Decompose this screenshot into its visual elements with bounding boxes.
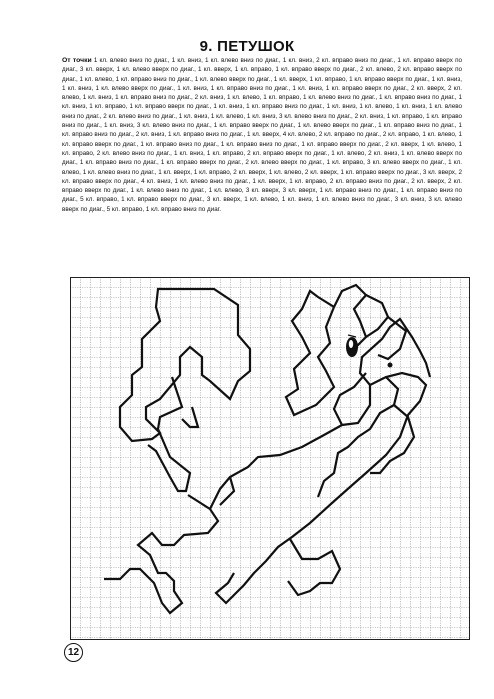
- instructions-text: [62, 56, 462, 214]
- instructions-lead: От точки: [62, 57, 92, 64]
- page-number: 12: [64, 643, 83, 662]
- grid-svg: [70, 277, 470, 640]
- rooster-body: [104, 319, 430, 613]
- start-point: [388, 363, 393, 368]
- rooster-comb: [286, 285, 406, 415]
- grid-lines: [70, 277, 470, 640]
- instructions-body: 1 кл. влево вниз по диаг., 1 кл. вниз, 1 кл. влево вниз по диаг., 1 кл. вниз, 2 кл. вправо вниз по диаг., 1 кл. вправо вверх по диаг., 3 кл. вверх, 1 кл. влево вверх по диаг., 1 кл. вверх, 1 кл. вправо, 1 кл. вправо вверх по диаг., 2 кл. влево, 2 кл. вправо вверх по диаг., 1 кл. влево, 1 кл. вправо вниз по диаг., 1 кл. влево вверх по диаг., 1 кл. вверх, 1 кл. вправо, 1 кл. вправо вверх по диаг., 1 кл. вниз, 1 кл. вниз, 1 кл. влево вверх по диаг., 1 кл. вниз, 1 кл. вправо вниз по диаг., 1 кл. вниз, 1 кл. вправо вверх по диаг., 2 кл. вверх, 2 кл. влево, 1 кл. вниз, 1 кл. вправо вниз по диаг., 2 кл. вниз, 1 кл. влево, 1 кл. вправо, 1 кл. влево вниз по диаг., 1 кл. вправо вниз по диаг., 1 кл. вниз, 1 кл. вправо, 1 кл. вправо вверх по диаг., 1 кл. вниз, 1 кл. вправо вниз по диаг., 1 кл. вниз, 1 кл. влево, 1 кл. вниз, 1 кл. влево вниз по диаг., 2 кл. влево вниз по диаг., 1 кл. вниз, 1 кл. влево, 1 кл. вниз, 3 кл. влево вниз по диаг., 2 кл. вниз, 1 кл. вправо, 1 кл. вправо вниз по диаг., 1 кл. вниз, 3 кл. влево вниз по диаг., 1 кл. вправо вверх по диаг., 1 кл. влево вверх по диаг., 1 кл. вправо вниз по диаг., 1 кл. вправо вниз по диаг., 2 кл. вниз, 1 кл. вправо вниз по диаг., 1 кл. вверх, 4 кл. влево, 2 кл. вправо по диаг., 2 кл. вправо, 1 кл. влево, 1 кл. вправо вверх по диаг., 1 кл. вправо вниз по диаг., 1 кл. вправо вниз по диаг., 1 кл. вправо вверх по диаг., 2 кл. вверх, 1 кл. влево, 1 кл. вправо, 2 кл. влево вниз по диаг., 1 кл. вниз, 1 кл. вправо, 2 кл. вправо вверх по диаг., 1 кл. влево, 2 кл. вниз, 1 кл. влево вверх по диаг., 1 кл. вправо вниз по диаг., 1 кл. вправо вверх по диаг., 2 кл. влево вверх по диаг., 1 кл. вправо, 3 кл. влево вверх по диаг., 1 кл. влево, 1 кл. влево вниз по диаг., 1 кл. вверх, 1 кл. вправо, 2 кл. вверх, 1 кл. влево, 2 кл. вверх, 1 кл. вправо вверх по диаг., 3 кл. вверх, 2 кл. вправо вверх по диаг., 4 кл. вниз, 1 кл. влево вниз по диаг., 1 кл. вверх, 1 кл. вправо, 2 кл. вправо вниз по диаг., 2 кл. вверх, 2 кл. вправо вверх по диаг., 1 кл. влево вниз по диаг., 1 кл. влево, 3 кл. вверх, 3 кл. вверх, 1 кл. вправо вниз по диаг., 1 кл. вправо вниз по диаг., 5 кл. вправо, 1 кл. вправо вверх по диаг., 3 кл. вверх, 1 кл. влево, 1 кл. вниз, 1 кл. влево вниз по диаг., 3 кл. вниз, 3 кл. влево вверх по диаг., 5 кл. вправо, 1 кл. вправо вниз по диаг.: [62, 57, 462, 213]
- page-title: 9. ПЕТУШОК: [199, 38, 295, 55]
- rooster-eye: [346, 335, 358, 357]
- drawing-grid: [70, 277, 470, 640]
